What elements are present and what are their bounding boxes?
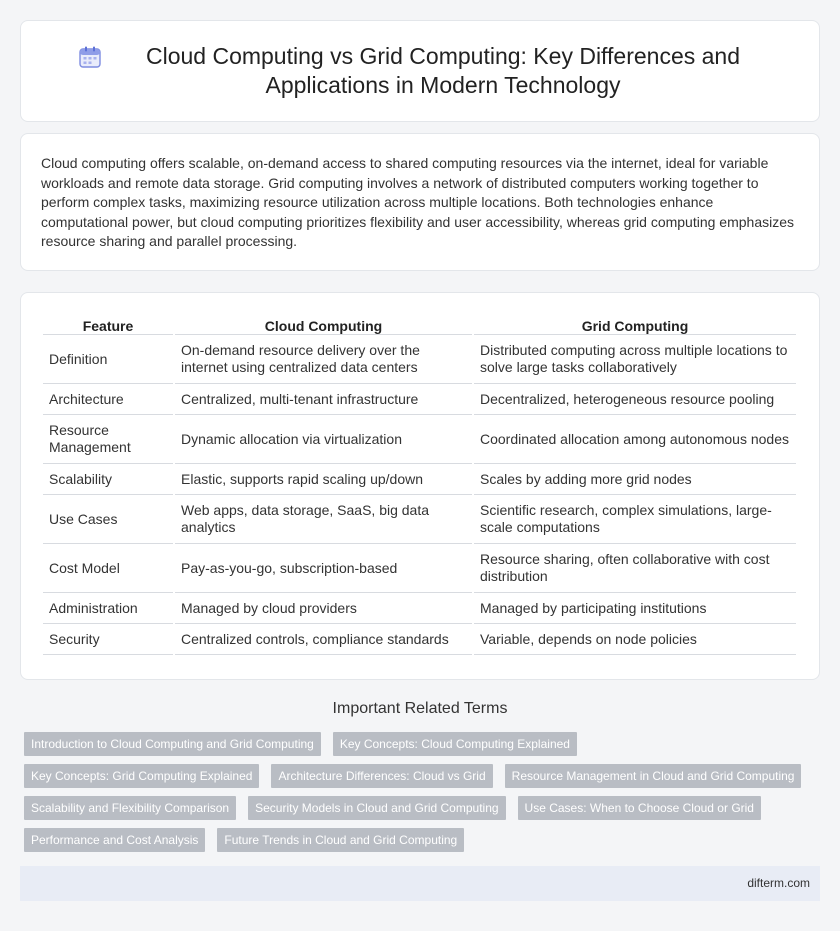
footer-site[interactable]: difterm.com — [747, 876, 810, 890]
cell-grid: Managed by participating institutions — [474, 593, 796, 624]
cell-cloud: On-demand resource delivery over the internet using centralized data centers — [175, 335, 472, 384]
related-term-link[interactable]: Architecture Differences: Cloud vs Grid — [271, 764, 492, 788]
related-term-link[interactable]: Use Cases: When to Choose Cloud or Grid — [518, 796, 761, 820]
cell-cloud: Elastic, supports rapid scaling up/down — [175, 464, 472, 495]
related-term-link[interactable]: Introduction to Cloud Computing and Grid Computing — [24, 732, 321, 756]
table-row — [43, 335, 796, 384]
cell-cloud: Pay-as-you-go, subscription-based — [175, 544, 472, 593]
cell-cloud: Centralized, multi-tenant infrastructure — [175, 384, 472, 415]
cell-grid: Resource sharing, often collaborative with cost distribution — [474, 544, 796, 593]
related-term-link[interactable]: Performance and Cost Analysis — [24, 828, 205, 852]
cell-feature: Administration — [43, 593, 173, 624]
related-term-link[interactable]: Key Concepts: Cloud Computing Explained — [333, 732, 577, 756]
related-term-link[interactable]: Security Models in Cloud and Grid Computing — [248, 796, 505, 820]
cell-cloud: Web apps, data storage, SaaS, big data analytics — [175, 495, 472, 544]
cell-grid: Decentralized, heterogeneous resource pooling — [474, 384, 796, 415]
related-term-link[interactable]: Resource Management in Cloud and Grid Computing — [505, 764, 802, 788]
cell-cloud: Dynamic allocation via virtualization — [175, 415, 472, 464]
cell-grid: Scales by adding more grid nodes — [474, 464, 796, 495]
related-term-link[interactable]: Key Concepts: Grid Computing Explained — [24, 764, 259, 788]
cell-feature: Security — [43, 624, 173, 655]
cell-grid: Scientific research, complex simulations, large-scale computations — [474, 495, 796, 544]
title-wrap — [57, 42, 783, 100]
comparison-table — [41, 313, 798, 655]
intro-card — [20, 133, 820, 271]
header-grid: Grid Computing — [474, 313, 796, 335]
calendar-icon — [77, 44, 103, 70]
page-title: Cloud Computing vs Grid Computing: Key Differences and Applications in Modern Technology — [145, 43, 741, 98]
table-row — [43, 624, 796, 655]
cell-feature: Architecture — [43, 384, 173, 415]
cell-feature: Definition — [43, 335, 173, 384]
related-term-link[interactable]: Future Trends in Cloud and Grid Computing — [217, 828, 464, 852]
table-row — [43, 415, 796, 464]
cell-cloud: Managed by cloud providers — [175, 593, 472, 624]
header-feature: Feature — [43, 313, 173, 335]
header-cloud: Cloud Computing — [175, 313, 472, 335]
cell-grid: Distributed computing across multiple locations to solve large tasks collaboratively — [474, 335, 796, 384]
table-row — [43, 464, 796, 495]
related-term-link[interactable]: Scalability and Flexibility Comparison — [24, 796, 236, 820]
cell-grid: Variable, depends on node policies — [474, 624, 796, 655]
table-row — [43, 384, 796, 415]
table-row — [43, 544, 796, 593]
cell-feature: Use Cases — [43, 495, 173, 544]
cell-feature: Cost Model — [43, 544, 173, 593]
cell-feature: Resource Management — [43, 415, 173, 464]
related-terms-title: Important Related Terms — [332, 700, 508, 717]
cell-cloud: Centralized controls, compliance standards — [175, 624, 472, 655]
title-card — [20, 20, 820, 122]
cell-feature: Scalability — [43, 464, 173, 495]
comparison-card — [20, 292, 820, 680]
table-row — [43, 593, 796, 624]
cell-grid: Coordinated allocation among autonomous nodes — [474, 415, 796, 464]
intro-text: Cloud computing offers scalable, on-demand access to shared computing resources via the internet, ideal for variable workloads and remote data storage. Grid computing involves a network of distributed computers working together to perform complex tasks, maximizing resource utilization across multiple locations. Both technologies enhance computational power, but cloud computing prioritizes flexibility and user accessibility, whereas grid computing emphasizes resource sharing and parallel processing. — [41, 155, 794, 250]
footer — [20, 866, 820, 901]
related-terms-list — [20, 732, 820, 852]
table-row — [43, 495, 796, 544]
